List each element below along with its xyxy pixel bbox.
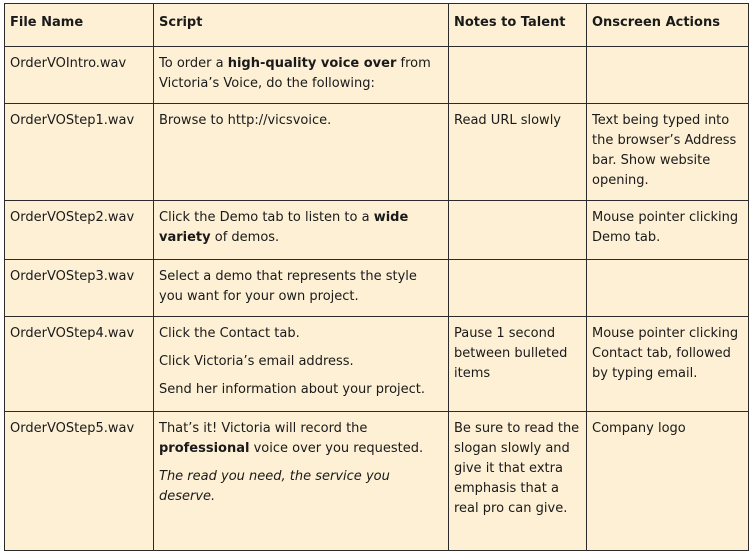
script-text: wide variety bbox=[159, 210, 409, 245]
script-text: Click Victoria’s email address. bbox=[159, 354, 354, 369]
column-header-notes-to-talent: Notes to Talent bbox=[449, 4, 587, 47]
voice-over-script-table bbox=[4, 3, 749, 551]
onscreen-actions-cell: Text being typed into the browser’s Address bar. Show website opening. bbox=[587, 104, 749, 201]
onscreen-actions-cell: Mouse pointer clicking Contact tab, followed by typing email. bbox=[587, 317, 749, 412]
file-name-cell: OrderVOStep5.wav bbox=[5, 412, 154, 551]
notes-to-talent-cell: Pause 1 second between bulleted items bbox=[449, 317, 587, 412]
column-header-script: Script bbox=[154, 4, 449, 47]
script-text: Browse to http://vicsvoice. bbox=[159, 113, 332, 128]
script-text: Click the Contact tab. bbox=[159, 326, 300, 341]
script-text: To order a bbox=[159, 56, 228, 71]
file-name-cell: OrderVOStep1.wav bbox=[5, 104, 154, 201]
table-row bbox=[5, 201, 749, 260]
onscreen-actions-cell bbox=[587, 47, 749, 104]
script-cell bbox=[154, 412, 449, 551]
script-text: of demos. bbox=[210, 230, 280, 245]
column-header-onscreen-actions: Onscreen Actions bbox=[587, 4, 749, 47]
table-row bbox=[5, 47, 749, 104]
script-cell bbox=[154, 104, 449, 201]
table-row bbox=[5, 104, 749, 201]
script-paragraph bbox=[159, 267, 443, 307]
script-cell bbox=[154, 201, 449, 260]
script-text: professional bbox=[159, 441, 250, 456]
notes-to-talent-cell bbox=[449, 47, 587, 104]
script-cell bbox=[154, 260, 449, 317]
script-cell bbox=[154, 47, 449, 104]
script-text: from Victoria’s Voice, do the following: bbox=[159, 56, 431, 91]
script-paragraph bbox=[159, 111, 443, 131]
onscreen-actions-cell bbox=[587, 260, 749, 317]
file-name-cell: OrderVOIntro.wav bbox=[5, 47, 154, 104]
table-row bbox=[5, 317, 749, 412]
onscreen-actions-cell: Mouse pointer clicking Demo tab. bbox=[587, 201, 749, 260]
script-cell bbox=[154, 317, 449, 412]
script-paragraph bbox=[159, 54, 443, 94]
onscreen-actions-cell: Company logo bbox=[587, 412, 749, 551]
notes-to-talent-cell bbox=[449, 260, 587, 317]
script-paragraph bbox=[159, 380, 443, 400]
file-name-cell: OrderVOStep2.wav bbox=[5, 201, 154, 260]
table-row bbox=[5, 412, 749, 551]
header-row bbox=[5, 4, 749, 47]
file-name-cell: OrderVOStep3.wav bbox=[5, 260, 154, 317]
table-row bbox=[5, 260, 749, 317]
script-text: voice over you requested. bbox=[249, 441, 424, 456]
script-text: Select a demo that represents the style you want for your own project. bbox=[159, 269, 417, 304]
script-paragraph bbox=[159, 324, 443, 344]
script-text: That’s it! Victoria will record the bbox=[159, 421, 368, 436]
script-text: Click the Demo tab to listen to a bbox=[159, 210, 374, 225]
script-paragraph bbox=[159, 352, 443, 372]
notes-to-talent-cell bbox=[449, 201, 587, 260]
notes-to-talent-cell: Be sure to read the slogan slowly and give it that extra emphasis that a real pro can give. bbox=[449, 412, 587, 551]
script-paragraph bbox=[159, 419, 443, 459]
notes-to-talent-cell: Read URL slowly bbox=[449, 104, 587, 201]
file-name-cell: OrderVOStep4.wav bbox=[5, 317, 154, 412]
script-text: The read you need, the service you deserve. bbox=[159, 469, 390, 504]
script-text: Send her information about your project. bbox=[159, 382, 426, 397]
script-text: high-quality voice over bbox=[227, 56, 397, 71]
column-header-file-name: File Name bbox=[5, 4, 154, 47]
script-paragraph bbox=[159, 208, 443, 248]
script-paragraph bbox=[159, 467, 443, 507]
